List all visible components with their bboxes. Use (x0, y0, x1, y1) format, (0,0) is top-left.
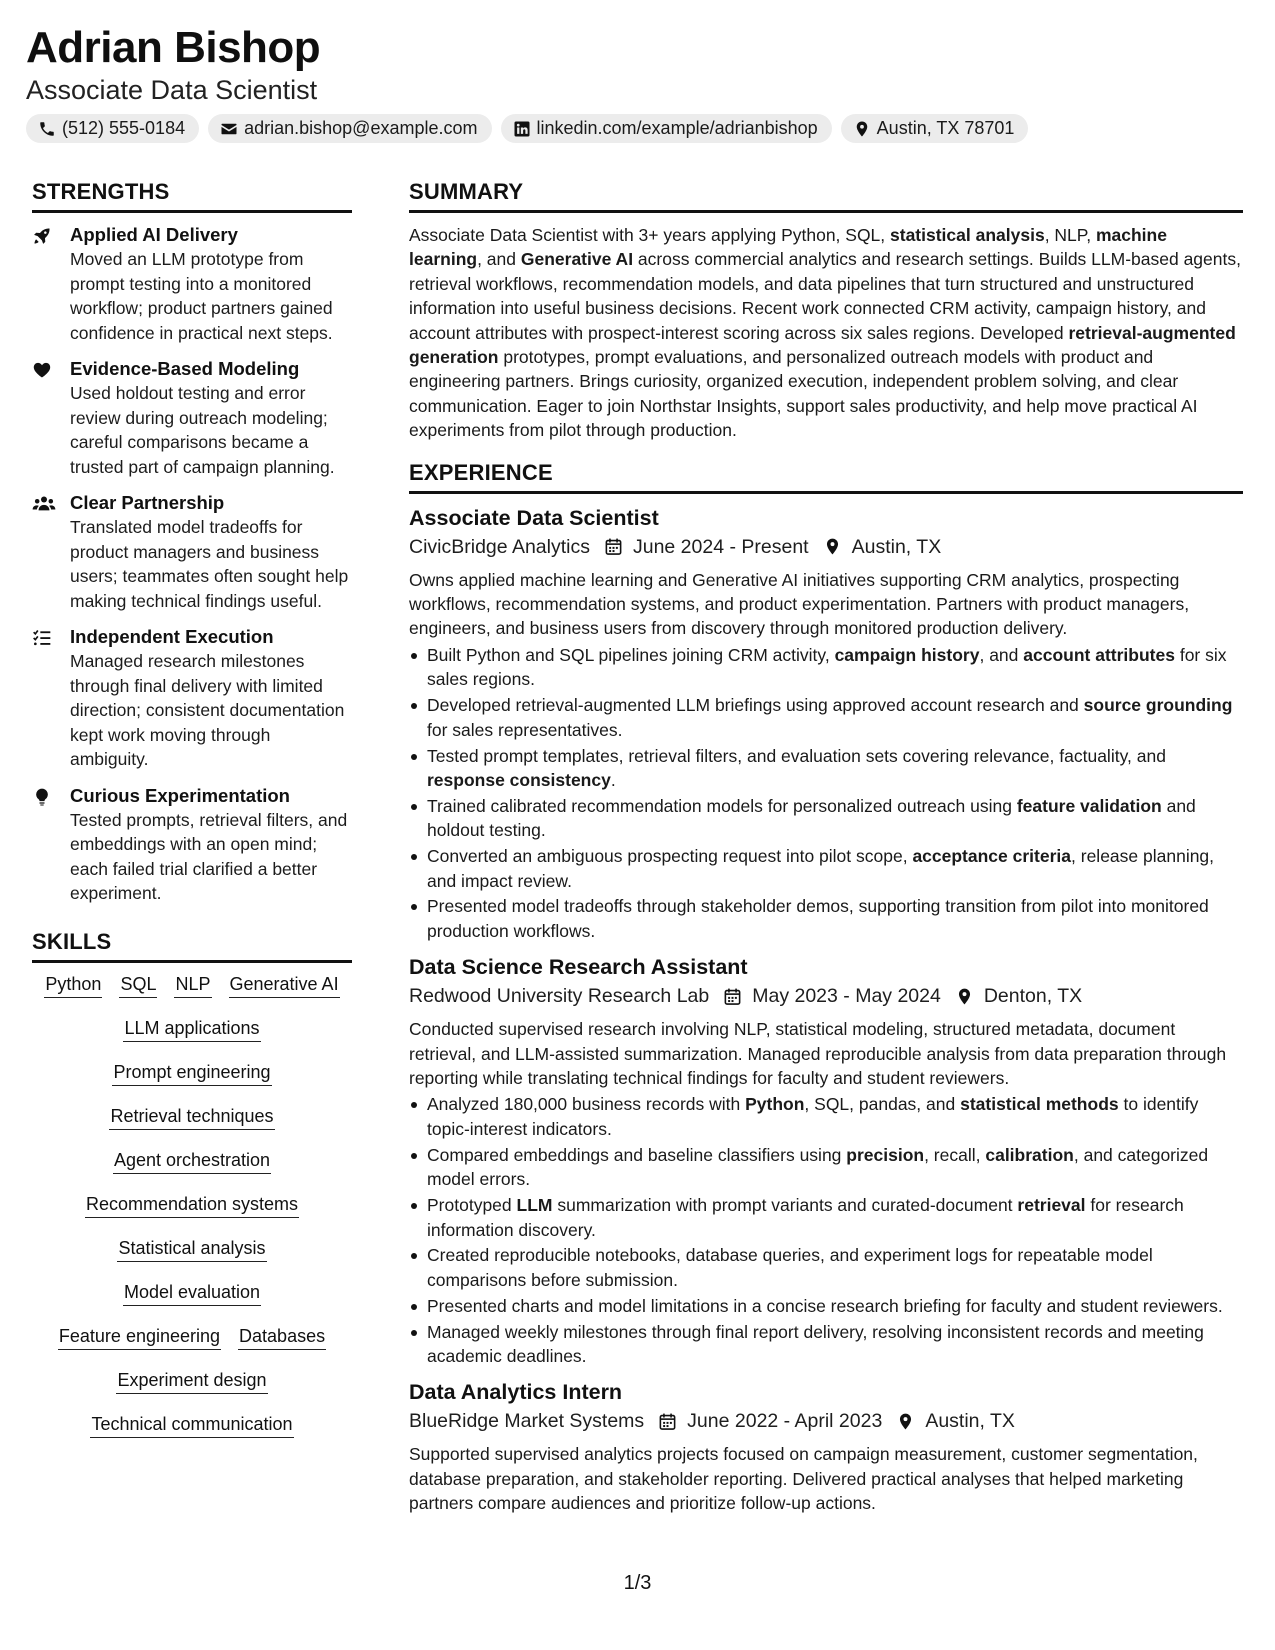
skill-tag: Model evaluation (123, 1281, 261, 1306)
users-icon (32, 491, 70, 613)
strength-item (32, 491, 352, 613)
strength-desc: Moved an LLM prototype from prompt testing into a monitored workflow; product partners gained confidence in practical next steps. (70, 249, 333, 343)
bold-text: account attributes (1023, 644, 1175, 665)
job-location: Austin, TX (925, 1410, 1015, 1433)
experience-list (409, 504, 1243, 1516)
text-run: Analyzed 180,000 business records with (427, 1094, 746, 1115)
company-name: Redwood University Research Lab (409, 985, 710, 1008)
text-run: summarization with prompt variants and curated-document (552, 1195, 1018, 1216)
heart-icon (32, 357, 70, 479)
text-run: , SQL, pandas, and (804, 1094, 961, 1115)
job-dates: June 2024 - Present (632, 535, 809, 558)
skill-tag: Python (44, 973, 102, 998)
skill-tag: Prompt engineering (112, 1061, 271, 1086)
text-run: , NLP, (1044, 225, 1096, 245)
job-bullets (409, 643, 1243, 943)
text-run: Prototyped (427, 1195, 517, 1216)
job-location: Austin, TX (851, 535, 942, 558)
text-run: for six sales regions. (427, 644, 1227, 690)
strength-desc: Translated model tradeoffs for product managers and business users; teammates often sought help making technical findings useful. (70, 517, 349, 611)
strength-title: Curious Experimentation (70, 784, 290, 806)
job-title: Data Analytics Intern (409, 1380, 623, 1405)
text-run: , release planning, and impact review. (427, 846, 1215, 891)
linkedin-icon (513, 120, 531, 138)
rocket-icon (32, 223, 70, 345)
text-run: Presented charts and model limitations in a concise research briefing for faculty and student reviewers. (427, 1295, 1223, 1316)
strength-title: Independent Execution (70, 626, 274, 647)
strength-desc: Used holdout testing and error review during outreach modeling; careful comparisons became a trusted part of campaign planning. (70, 383, 335, 477)
bullet-item (409, 1320, 1243, 1369)
text-run: Presented model tradeoffs through stakeholder demos, supporting transition from pilot into monitored production workflows. (427, 896, 1209, 941)
skills-list (32, 973, 352, 1438)
skill-tag: Experiment design (116, 1369, 267, 1394)
skill-tag: Databases (238, 1325, 326, 1350)
strength-title: Applied AI Delivery (70, 224, 238, 245)
skill-row (32, 1061, 352, 1086)
bullet-item (409, 1243, 1243, 1292)
calendar-icon (658, 1412, 677, 1431)
job-meta (409, 981, 1243, 1011)
text-run: across commercial analytics and research settings. Builds LLM-based agents, retrieval workflows, recommendation models, and data pipelines that turn structured and unstructured information into useful business decisions. Recent work connected CRM activity, campaign history, and account attributes with prospect-interest scoring across six sales regions. Developed (409, 249, 1241, 343)
job-entry (409, 953, 1243, 1368)
strength-item (32, 625, 352, 772)
skills-section (32, 928, 352, 1438)
calendar-icon (604, 537, 623, 556)
bold-text: source grounding (1083, 695, 1233, 716)
skills-heading: SKILLS (32, 928, 352, 963)
skill-tag: Feature engineering (58, 1325, 221, 1350)
bold-text: acceptance criteria (912, 846, 1072, 867)
job-location: Denton, TX (983, 985, 1083, 1008)
summary-text (409, 223, 1243, 443)
contact-email[interactable] (208, 114, 491, 143)
skill-tag: Generative AI (229, 973, 340, 998)
phone-icon (38, 120, 56, 138)
skill-tag: Retrieval techniques (109, 1105, 274, 1130)
bold-text: precision (846, 1144, 925, 1165)
text-run: Built Python and SQL pipelines joining CRM activity, (427, 644, 835, 665)
contact-text: (512) 555-0184 (62, 118, 186, 138)
text-run: Tested prompt templates, retrieval filters, and evaluation sets covering relevance, factuality, and (427, 745, 1166, 766)
strength-item (32, 784, 352, 906)
skill-tag: Statistical analysis (117, 1237, 266, 1262)
bold-text: campaign history (834, 644, 980, 665)
strength-desc: Managed research milestones through final delivery with limited direction; consistent documentation kept work moving through ambiguity. (70, 651, 345, 769)
location-pin-icon (955, 987, 974, 1006)
company-name: CivicBridge Analytics (409, 535, 590, 558)
summary-heading: SUMMARY (409, 178, 1243, 213)
skill-row (32, 1149, 352, 1174)
contact-phone[interactable] (26, 114, 199, 143)
skill-row (32, 1017, 352, 1042)
contact-text: linkedin.com/example/adrianbishop (536, 118, 818, 138)
bold-text: Python (745, 1094, 805, 1115)
skill-row (32, 1413, 352, 1438)
text-run: , recall, (924, 1144, 986, 1165)
skill-row (32, 1369, 352, 1394)
bullet-item (409, 1092, 1243, 1141)
bullet-item (409, 894, 1243, 943)
job-title: Associate Data Scientist (409, 505, 659, 530)
job-title: Data Science Research Assistant (409, 955, 748, 980)
envelope-icon (220, 120, 238, 138)
text-run: , and (477, 249, 521, 270)
lightbulb-icon (32, 784, 70, 906)
bold-text: Generative AI (520, 249, 634, 270)
bullet-item (409, 643, 1243, 692)
skill-tag: LLM applications (123, 1017, 260, 1042)
skill-tag: Technical communication (90, 1413, 293, 1438)
text-run: Converted an ambiguous prospecting request into pilot scope, (427, 846, 913, 867)
job-dates: May 2023 - May 2024 (752, 985, 941, 1008)
bold-text: statistical methods (960, 1094, 1119, 1115)
skill-tag: NLP (174, 973, 211, 998)
strength-item (32, 357, 352, 479)
contact-linkedin[interactable] (501, 114, 832, 143)
strength-title: Evidence-Based Modeling (70, 358, 300, 379)
skill-row (32, 1237, 352, 1262)
text-run: Associate Data Scientist with 3+ years applying Python, SQL, (409, 225, 891, 245)
right-column (409, 178, 1243, 1516)
strength-item (32, 223, 352, 345)
skill-tag: Agent orchestration (113, 1149, 271, 1174)
bullet-item (409, 1193, 1243, 1242)
text-run: prototypes, prompt evaluations, and personalized outreach models with product and engineering partners. Brings curiosity, organized execution, independent problem solving, and clear communication. Eager to join Northstar Insights, support sales productivity, and help move practical AI experiments from pilot through production. (409, 347, 1198, 441)
job-entry (409, 504, 1243, 944)
candidate-name: Adrian Bishop (26, 23, 321, 72)
bullet-item (409, 844, 1243, 893)
contact-text: Austin, TX 78701 (876, 118, 1015, 138)
job-meta (409, 1406, 1243, 1436)
strengths-heading: STRENGTHS (32, 178, 352, 213)
page-number: 1/3 (623, 1572, 652, 1594)
bullet-item (409, 794, 1243, 843)
text-run: for research information discovery. (427, 1195, 1184, 1240)
text-run: Compared embeddings and baseline classifiers using (427, 1144, 847, 1165)
bold-text: retrieval-augmented generation (409, 322, 1236, 368)
bold-text: response consistency (427, 769, 611, 790)
location-pin-icon (853, 120, 871, 138)
job-description: Supported supervised analytics projects focused on campaign measurement, customer segmentation, database preparation, and stakeholder reporting. Delivered practical analyses that helped marketing partners compare audiences and prioritize follow-up actions. (409, 1444, 1198, 1514)
text-run: Trained calibrated recommendation models for personalized outreach using (427, 795, 1017, 816)
bold-text: statistical analysis (890, 225, 1045, 245)
job-entry (409, 1378, 1243, 1515)
candidate-title: Associate Data Scientist (26, 75, 318, 105)
text-run: for sales representatives. (427, 719, 623, 740)
skill-tag: Recommendation systems (85, 1193, 299, 1218)
location-pin-icon (896, 1412, 915, 1431)
job-description: Owns applied machine learning and Generative AI initiatives supporting CRM analytics, prospecting workflows, recommendation systems, and product experimentation. Partners with product managers, engineers, and business users from discovery through monitored production delivery. (409, 569, 1190, 639)
left-column (32, 178, 352, 1438)
experience-heading: EXPERIENCE (409, 459, 1243, 494)
text-run: Managed weekly milestones through final report delivery, resolving inconsistent records and meeting academic deadlines. (427, 1321, 1204, 1367)
text-run: to identify topic-interest indicators. (427, 1094, 1199, 1139)
text-run: and holdout testing. (427, 795, 1196, 841)
bullet-item (409, 1143, 1243, 1192)
text-run: Developed retrieval-augmented LLM briefings using approved account research and (427, 695, 1084, 716)
skill-row (32, 1281, 352, 1306)
skill-row (32, 1105, 352, 1130)
job-bullets (409, 1092, 1243, 1368)
bold-text: calibration (985, 1144, 1074, 1165)
contact-location (841, 114, 1029, 143)
text-run: , and (979, 644, 1024, 665)
skill-row (32, 1325, 352, 1350)
bullet-item (409, 1294, 1243, 1318)
list-check-icon (32, 625, 70, 772)
text-run: . (610, 769, 616, 790)
skill-tag: SQL (119, 973, 157, 998)
text-run: Created reproducible notebooks, database queries, and experiment logs for repeatable model comparisons before submission. (427, 1245, 1153, 1290)
strength-desc: Tested prompts, retrieval filters, and embeddings with an open mind; each failed trial clarified a better experiment. (70, 809, 348, 903)
skill-row (32, 973, 352, 998)
strength-title: Clear Partnership (70, 492, 225, 513)
contact-text: adrian.bishop@example.com (244, 118, 478, 138)
bullet-item (409, 693, 1243, 742)
bold-text: machine learning (409, 225, 1167, 270)
location-pin-icon (823, 537, 842, 556)
job-dates: June 2022 - April 2023 (687, 1410, 883, 1433)
job-meta (409, 532, 1243, 562)
bold-text: retrieval (1017, 1195, 1086, 1216)
bullet-item (409, 744, 1243, 793)
text-run: , and categorized model errors. (427, 1144, 1209, 1190)
bold-text: LLM (516, 1195, 553, 1216)
bold-text: feature validation (1016, 795, 1162, 816)
job-description: Conducted supervised research involving NLP, statistical modeling, structured metadata, document retrieval, and LLM-assisted summarization. Managed reproducible analysis from data preparation through reporting while translating technical findings for faculty and student reviewers. (409, 1019, 1227, 1089)
calendar-icon (723, 987, 742, 1006)
company-name: BlueRidge Market Systems (409, 1410, 645, 1433)
contact-bar (26, 114, 1028, 143)
skill-row (32, 1193, 352, 1218)
